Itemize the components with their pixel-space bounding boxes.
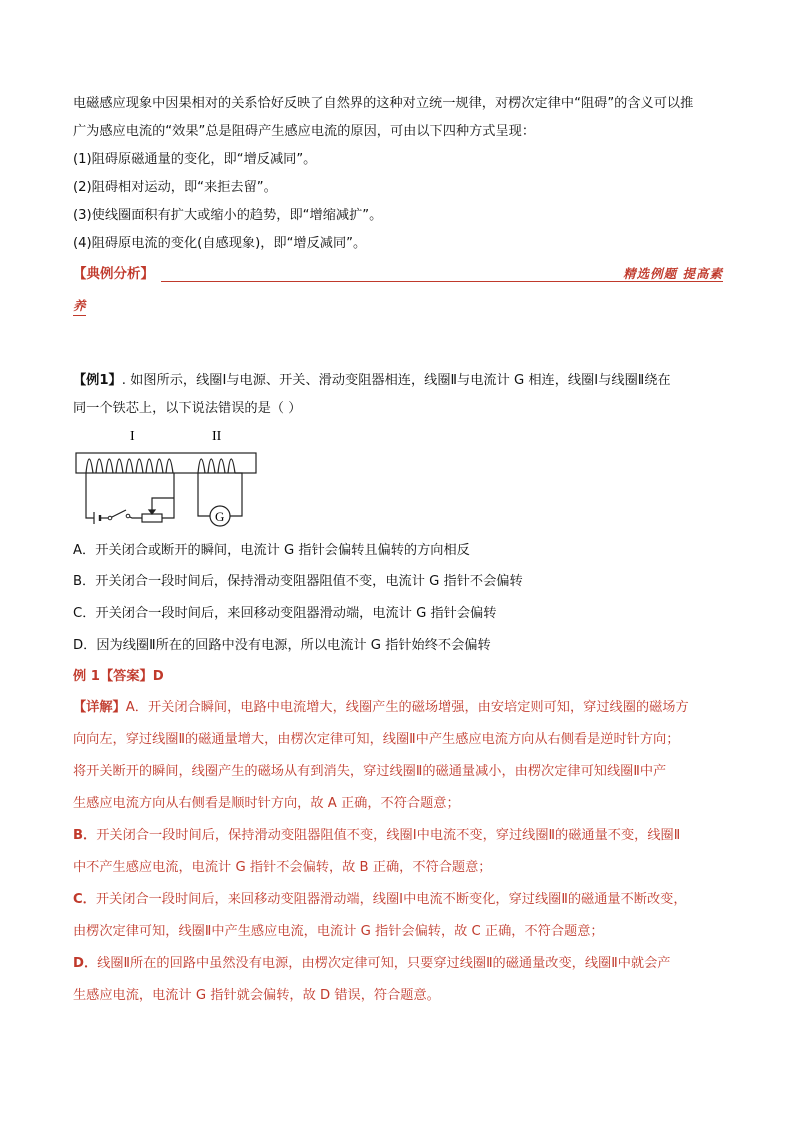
detail-prefix-d: D． [73,956,98,971]
option-d: D．因为线圈Ⅱ所在的回路中没有电源，所以电流计 G 指针始终不会偏转 [73,638,491,653]
intro-item-1: (1)阻碍原磁通量的变化，即“增反减同”。 [73,152,317,167]
coil-2-windings [198,459,235,473]
primary-circuit-wires [86,473,174,518]
intro-line-1: 电磁感应现象中因果相对的关系恰好反映了自然界的这种对立统一规律，对楞次定律中“阻碍”的含义可以推 [73,96,694,111]
section-tagline: 精选例题 提高素 [623,266,723,281]
option-a: A．开关闭合或断开的瞬间，电流计 G 指针会偏转且偏转的方向相反 [73,543,470,558]
detail-text-5: 开关闭合一段时间后，保持滑动变阻器阻值不变，线圈Ⅰ中电流不变，穿过线圈Ⅱ的磁通量不变，线圈Ⅱ [96,828,681,843]
intro-item-2: (2)阻碍相对运动，即“来拒去留”。 [73,180,277,195]
circuit-svg [70,428,270,532]
detail-label: 【详解】 [73,700,126,715]
coil-2-label: II [212,429,222,444]
detail-line-3: 将开关断开的瞬间，线圈产生的磁场从有到消失，穿过线圈Ⅱ的磁通量减小，由楞次定律可知线圈Ⅱ中产 [73,764,667,779]
intro-line-2: 广为感应电流的“效果”总是阻碍产生感应电流的原因，可由以下四种方式呈现： [73,124,536,139]
coil-1-label: I [130,429,135,444]
detail-line-4: 生感应电流方向从右侧看是顺时针方向，故 A 正确，不符合题意； [73,796,460,811]
section-title: 【典例分析】 [73,266,154,282]
detail-prefix-c: C． [73,892,96,907]
answer-line: 例 1【答案】D [73,669,164,684]
battery-icon [92,512,104,524]
rheostat-icon [142,508,162,522]
detail-text-1: A．开关闭合瞬间，电路中电流增大，线圈产生的磁场增强，由安培定则可知，穿过线圈的磁场方 [125,700,689,715]
example-stem-line-1 [73,371,671,391]
example-stem-text: . 如图所示，线圈Ⅰ与电源、开关、滑动变阻器相连，线圈Ⅱ与电流计 G 相连，线圈Ⅰ与线圈Ⅱ绕在 [121,373,671,388]
detail-line-9 [73,954,670,974]
switch-icon [108,510,130,520]
detail-prefix-b: B． [73,828,97,843]
detail-line-5 [73,826,680,846]
detail-text-7: 开关闭合一段时间后，来回移动变阻器滑动端，线圈Ⅰ中电流不断变化，穿过线圈Ⅱ的磁通量不断改变， [95,892,687,907]
example-stem-line-2: 同一个铁芯上，以下说法错误的是（ ） [73,401,302,416]
option-b: B．开关闭合一段时间后，保持滑动变阻器阻值不变，电流计 G 指针不会偏转 [73,574,523,589]
intro-item-4: (4)阻碍原电流的变化(自感现象)，即“增反减同”。 [73,236,367,251]
intro-item-3: (3)使线圈面积有扩大或缩小的趋势，即“增缩减扩”。 [73,208,383,223]
detail-line-2: 向向左，穿过线圈Ⅱ的磁通量增大，由楞次定律可知，线圈Ⅱ中产生感应电流方向从右侧看是逆时针方向； [73,732,680,747]
section-header [73,262,723,284]
circuit-diagram [70,428,270,536]
detail-line-8: 由楞次定律可知，线圈Ⅱ中产生感应电流，电流计 G 指针会偏转，故 C 正确，不符合题意； [73,924,604,939]
galvanometer-label: G [215,509,225,524]
section-tagline-continued: 养 [73,296,86,316]
detail-line-6: 中不产生感应电流，电流计 G 指针不会偏转，故 B 正确，不符合题意； [73,860,492,875]
coil-1-windings [86,459,173,473]
detail-text-9: 线圈Ⅱ所在的回路中虽然没有电源，由楞次定律可知，只要穿过线圈Ⅱ的磁通量改变，线圈Ⅱ中就会产 [97,956,671,971]
detail-line-7 [73,890,687,910]
option-c: C．开关闭合一段时间后，来回移动变阻器滑动端，电流计 G 指针会偏转 [73,606,497,621]
example-label: 【例1】 [73,373,122,388]
detail-line-1 [73,698,689,718]
detail-line-10: 生感应电流，电流计 G 指针就会偏转，故 D 错误，符合题意。 [73,988,440,1003]
